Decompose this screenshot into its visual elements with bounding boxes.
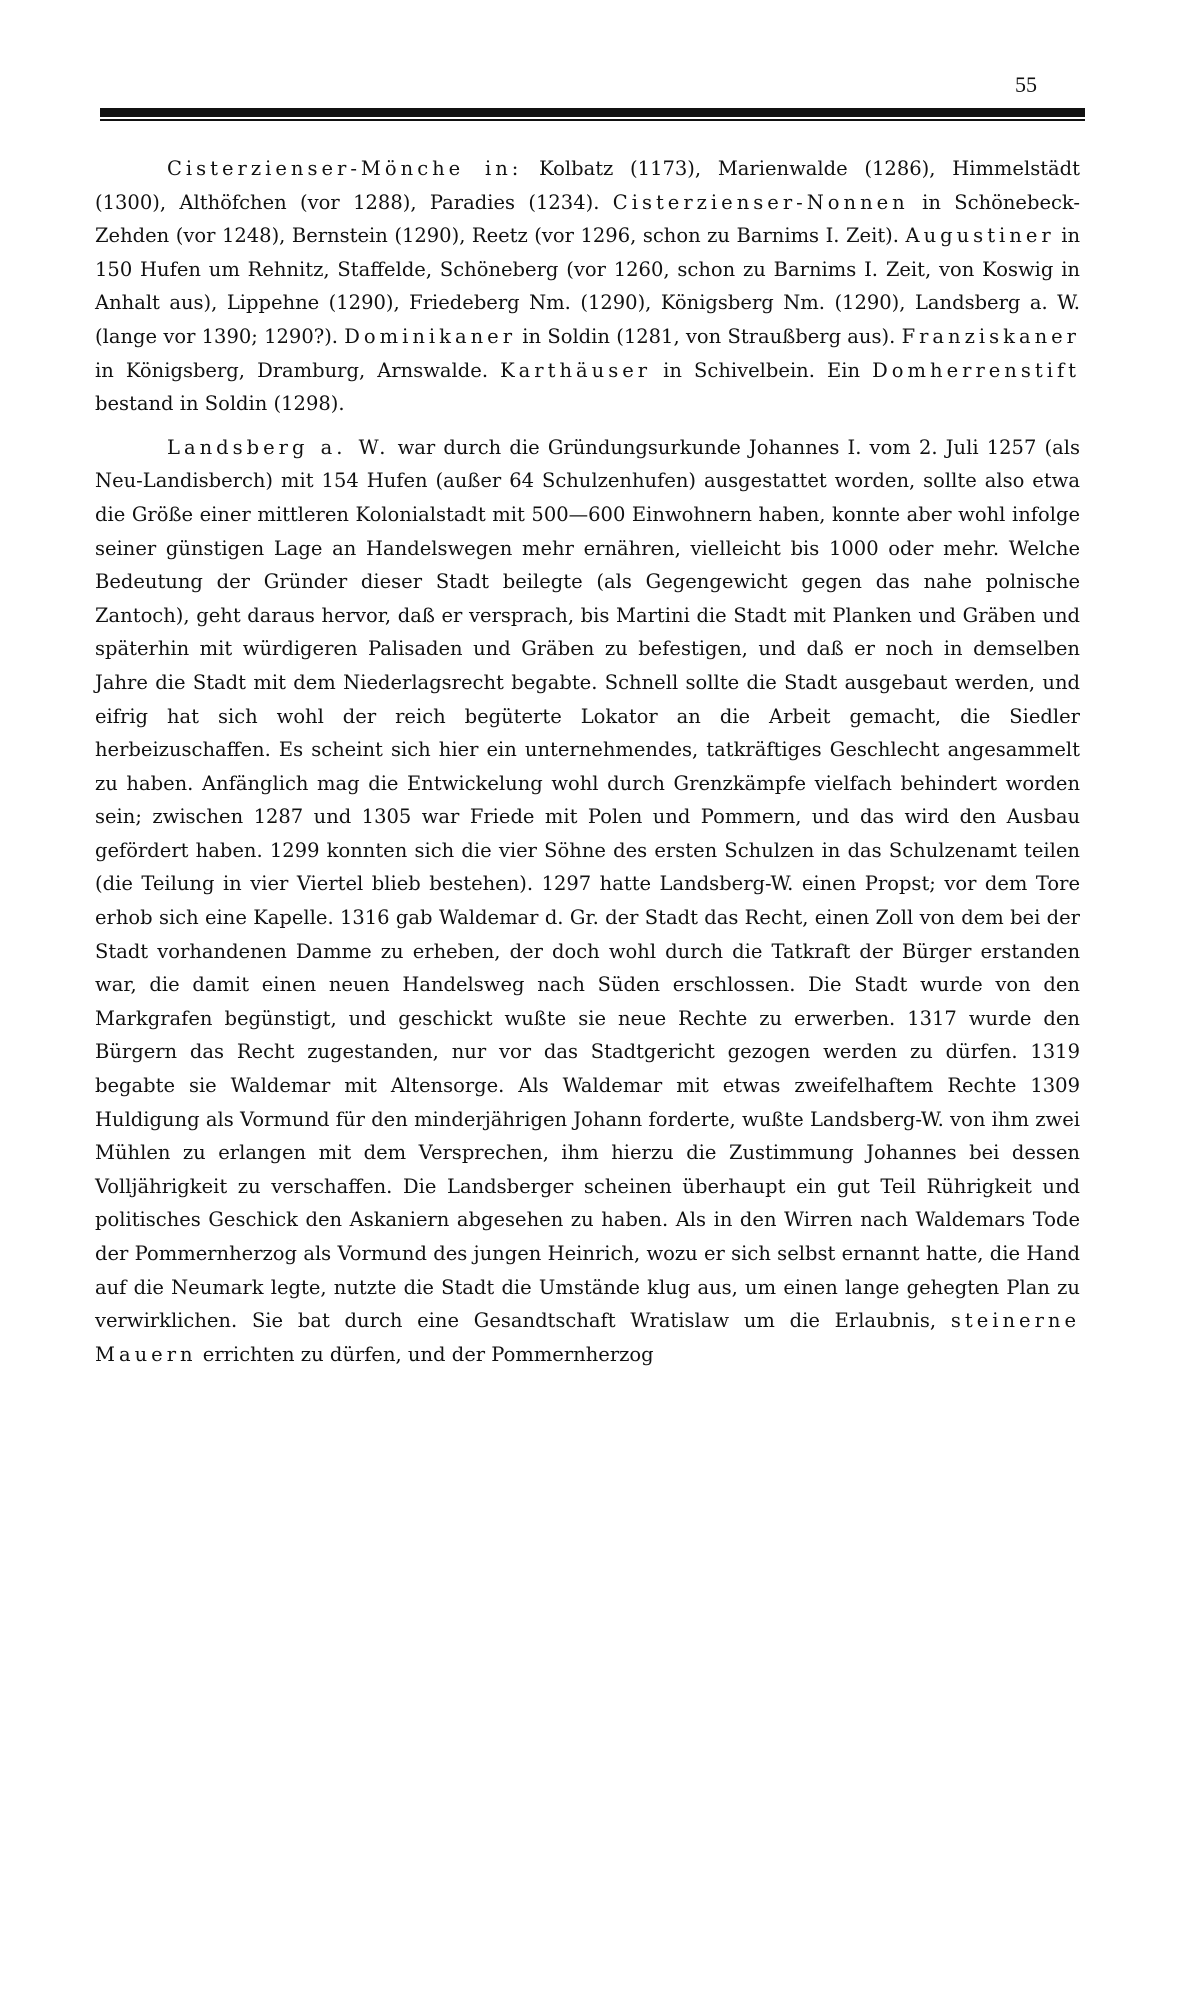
spaced-term: steinerne Mauern xyxy=(95,1309,1080,1366)
spaced-term: Cisterzienser-Nonnen xyxy=(612,190,909,214)
text-run: in 150 Hufen um Rehnitz, Staffelde, Schöneberg (vor 1260, schon zu Barnims I. Zeit, von Koswig in Anhalt aus), Lippehne (1290), Friedeberg Nm. (1290), Königsberg Nm. (1290), Landsberg a. W. (lange vor 1390; 1290?). xyxy=(95,224,1081,348)
text-run: in Soldin (1281, von Straußberg aus). xyxy=(516,324,902,348)
text-run: in Schönebeck-Zehden (vor 1248), Bernstein (1290), Reetz (vor 1296, schon zu Barnims I. Zeit). xyxy=(95,190,1080,248)
text-run: in Königsberg, Dramburg, Arnswalde. xyxy=(95,358,501,382)
spaced-term: Dominikaner xyxy=(344,324,517,348)
header-rule xyxy=(100,108,1085,117)
text-run: bestand in Soldin (1298). xyxy=(95,392,345,416)
spaced-term: Franziskaner xyxy=(901,324,1080,348)
spaced-term: Karthäuser xyxy=(500,358,652,382)
spaced-term: Cisterzienser-Mönche in: xyxy=(167,157,523,180)
text-run: in Schivelbein. Ein xyxy=(651,358,873,382)
text-run: Kolbatz (1173), Marienwalde (1286), Himmelstädt (1300), Althöfchen (vor 1288), Paradies (1234). xyxy=(95,157,1080,214)
spaced-term: Augustiner xyxy=(905,224,1055,248)
body-text xyxy=(95,152,1080,1371)
page-number: 55 xyxy=(1015,72,1037,97)
paragraph xyxy=(95,431,1080,1372)
spaced-term: Landsberg a. W. xyxy=(167,435,390,459)
spaced-term: Domherrenstift xyxy=(872,358,1080,382)
text-run: war durch die Gründungsurkunde Johannes I. vom 2. Juli 1257 (als Neu-Landisberch) mit 154 Hufen (außer 64 Schulzenhufen) ausgestattet worden, sollte also etwa die Größe einer mittleren Kolonialstadt mit 500—600 Einwohnern haben, konnte aber wohl infolge seiner günstigen Lage an Handelswegen mehr ernähren, vielleicht bis 1000 oder mehr. Welche Bedeutung der Gründer dieser Stadt beilegte (als Gegengewicht gegen das nahe polnische Zantoch), geht daraus hervor, daß er versprach, bis Martini die Stadt mit Planken und Gräben und späterhin mit würdigeren Palisaden und Gräben zu befestigen, und daß er noch in demselben Jahre die Stadt mit dem Niederlagsrecht begabte. Schnell sollte die Stadt ausgebaut werden, und eifrig hat sich wohl der reich begüterte Lokator an die Arbeit gemacht, die Siedler herbeizuschaffen. Es scheint sich hier ein unternehmendes, tatkräftiges Geschlecht angesammelt zu haben. Anfänglich mag die Entwickelung wohl durch Grenzkämpfe vielfach behindert worden sein; zwischen 1287 und 1305 war Friede mit Polen und Pommern, und das wird den Ausbau gefördert haben. 1299 konnten sich die vier Söhne des ersten Schulzen in das Schulzenamt teilen (die Teilung in vier Viertel blieb bestehen). 1297 hatte Landsberg-W. einen Propst; vor dem Tore erhob sich eine Kapelle. 1316 gab Waldemar d. Gr. der Stadt das Recht, einen Zoll von dem bei der Stadt vorhandenen Damme zu erheben, der doch wohl durch die Tatkraft der Bürger erstanden war, die damit einen neuen Handelsweg nach Süden erschlossen. Die Stadt wurde von den Markgrafen begünstigt, und geschickt wußte sie neue Rechte zu erwerben. 1317 wurde den Bürgern das Recht zugestanden, nur vor das Stadtgericht gezogen werden zu dürfen. 1319 begabte sie Waldemar mit Altensorge. Als Waldemar mit etwas zweifelhaftem Rechte 1309 Huldigung als Vormund für den minderjährigen Johann forderte, wußte Landsberg-W. von ihm zwei Mühlen zu erlangen mit dem Versprechen, ihm hierzu die Zustimmung Johannes bei dessen Volljährigkeit zu verschaffen. Die Landsberger scheinen überhaupt ein gut Teil Rührigkeit und politisches Geschick den Askaniern abgesehen zu haben. Als in den Wirren nach Waldemars Tode der Pommernherzog als Vormund des jungen Heinrich, wozu er sich selbst ernannt hatte, die Hand auf die Neumark legte, nutzte die Stadt die Umstände klug aus, um einen lange gehegten Plan zu verwirklichen. Sie bat durch eine Gesandtschaft Wratislaw um die Erlaubnis, xyxy=(95,435,1080,1333)
text-run: errichten zu dürfen, und der Pommernherzog xyxy=(196,1342,654,1366)
paragraph xyxy=(95,152,1080,421)
